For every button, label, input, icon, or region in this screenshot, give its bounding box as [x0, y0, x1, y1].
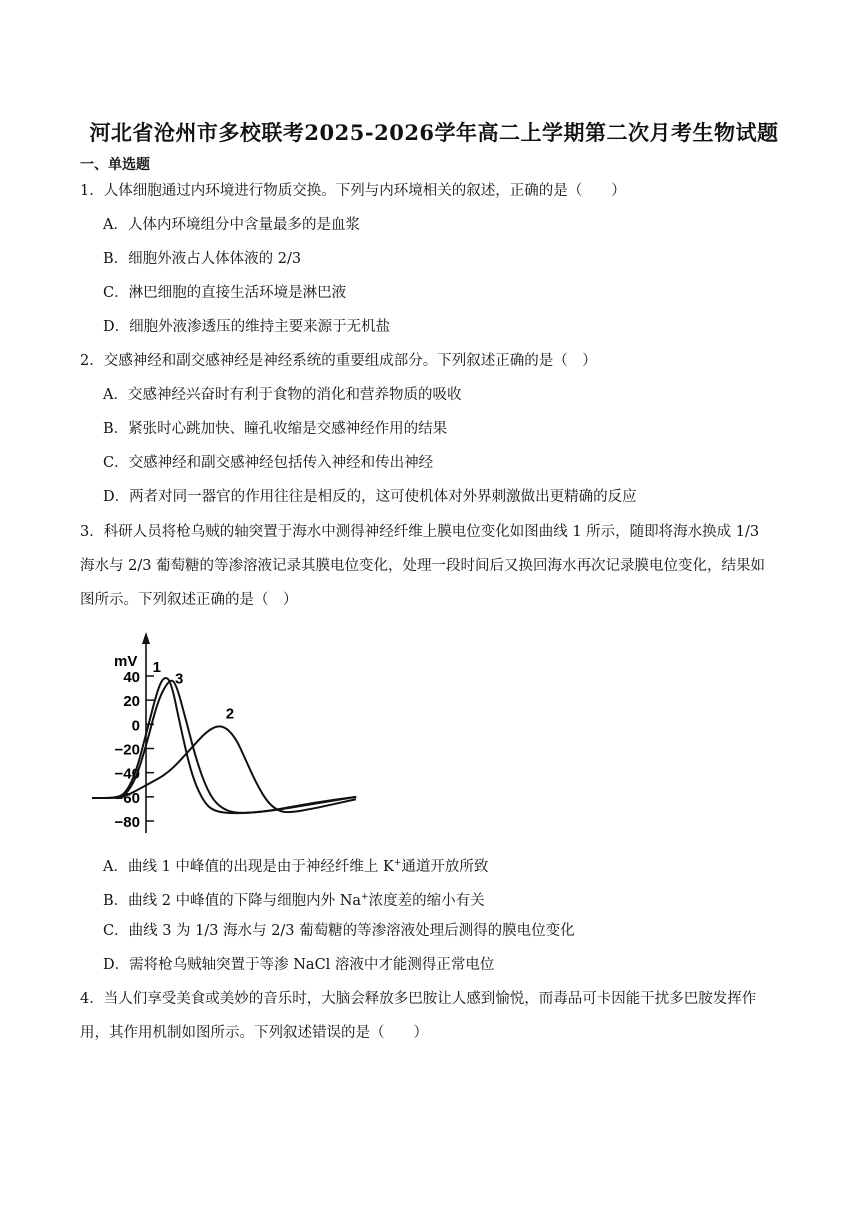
question-1-option-b: B．细胞外液占人体体液的 2/3 — [103, 251, 302, 267]
curve-label-1: 1 — [152, 659, 161, 676]
question-2-option-a: A．交感神经兴奋时有利于食物的消化和营养物质的吸收 — [103, 387, 462, 403]
y-axis-arrow — [142, 632, 150, 644]
question-4-stem-line-1: 4．当人们享受美食或美妙的音乐时，大脑会释放多巴胺让人感到愉悦，而毒品可卡因能干扰多巴胺发挥作 — [80, 991, 757, 1007]
question-2-option-d: D．两者对同一器官的作用往往是相反的，这可使机体对外界刺激做出更精确的反应 — [103, 489, 637, 505]
curve-label-3: 3 — [175, 670, 184, 688]
question-3-stem-line-2: 海水与 2/3 葡萄糖的等渗溶液记录其膜电位变化，处理一段时间后又换回海水再次记录膜电位变化，结果如 — [80, 558, 766, 574]
question-3-option-a: A．曲线 1 中峰值的出现是由于神经纤维上 K+通道开放所致 — [103, 858, 489, 875]
chart-y-ticks — [115, 669, 154, 831]
question-3-option-d: D．需将枪乌贼轴突置于等渗 NaCl 溶液中才能测得正常电位 — [103, 957, 495, 973]
question-3-option-b: B．曲线 2 中峰值的下降与细胞内外 Na+浓度差的缩小有关 — [103, 892, 485, 909]
chart-curve-labels — [153, 659, 235, 722]
y-tick-label: 20 — [123, 693, 140, 711]
y-tick-label: −80 — [114, 814, 140, 831]
y-tick-label: −60 — [114, 789, 140, 807]
y-tick-label: 0 — [131, 717, 140, 735]
question-3-stem-line-3: 图所示。下列叙述正确的是（ ） — [80, 592, 298, 608]
membrane-potential-chart — [88, 628, 368, 838]
section-heading: 一、单选题 — [80, 157, 150, 173]
question-3-option-c: C．曲线 3 为 1/3 海水与 2/3 葡萄糖的等渗溶液处理后测得的膜电位变化 — [103, 923, 575, 939]
question-4-stem-line-2: 用，其作用机制如图所示。下列叙述错误的是（ ） — [80, 1025, 428, 1041]
y-axis-label: mV — [114, 653, 138, 670]
question-2-option-b: B．紧张时心跳加快、瞳孔收缩是交感神经作用的结果 — [103, 421, 448, 437]
document-title: 河北省沧州市多校联考2025-2026学年高二上学期第二次月考生物试题 — [89, 120, 779, 145]
y-tick-label: −20 — [114, 741, 140, 759]
y-tick-label: 40 — [123, 669, 140, 686]
y-tick-label: −40 — [114, 765, 140, 783]
question-1-option-c: C．淋巴细胞的直接生活环境是淋巴液 — [103, 285, 347, 301]
question-1-option-d: D．细胞外液渗透压的维持主要来源于无机盐 — [103, 319, 391, 335]
question-1-stem: 1．人体细胞通过内环境进行物质交换。下列与内环境相关的叙述，正确的是（ ） — [80, 183, 626, 199]
question-1-option-a: A．人体内环境组分中含量最多的是血浆 — [103, 217, 360, 233]
curve-label-2: 2 — [225, 705, 235, 723]
question-3-stem-line-1: 3．科研人员将枪乌贼的轴突置于海水中测得神经纤维上膜电位变化如图曲线 1 所示，随即将海水换成 1/3 — [80, 524, 760, 540]
question-2-option-c: C．交感神经和副交感神经包括传入神经和传出神经 — [103, 455, 434, 471]
question-2-stem: 2．交感神经和副交感神经是神经系统的重要组成部分。下列叙述正确的是（ ） — [80, 353, 597, 369]
